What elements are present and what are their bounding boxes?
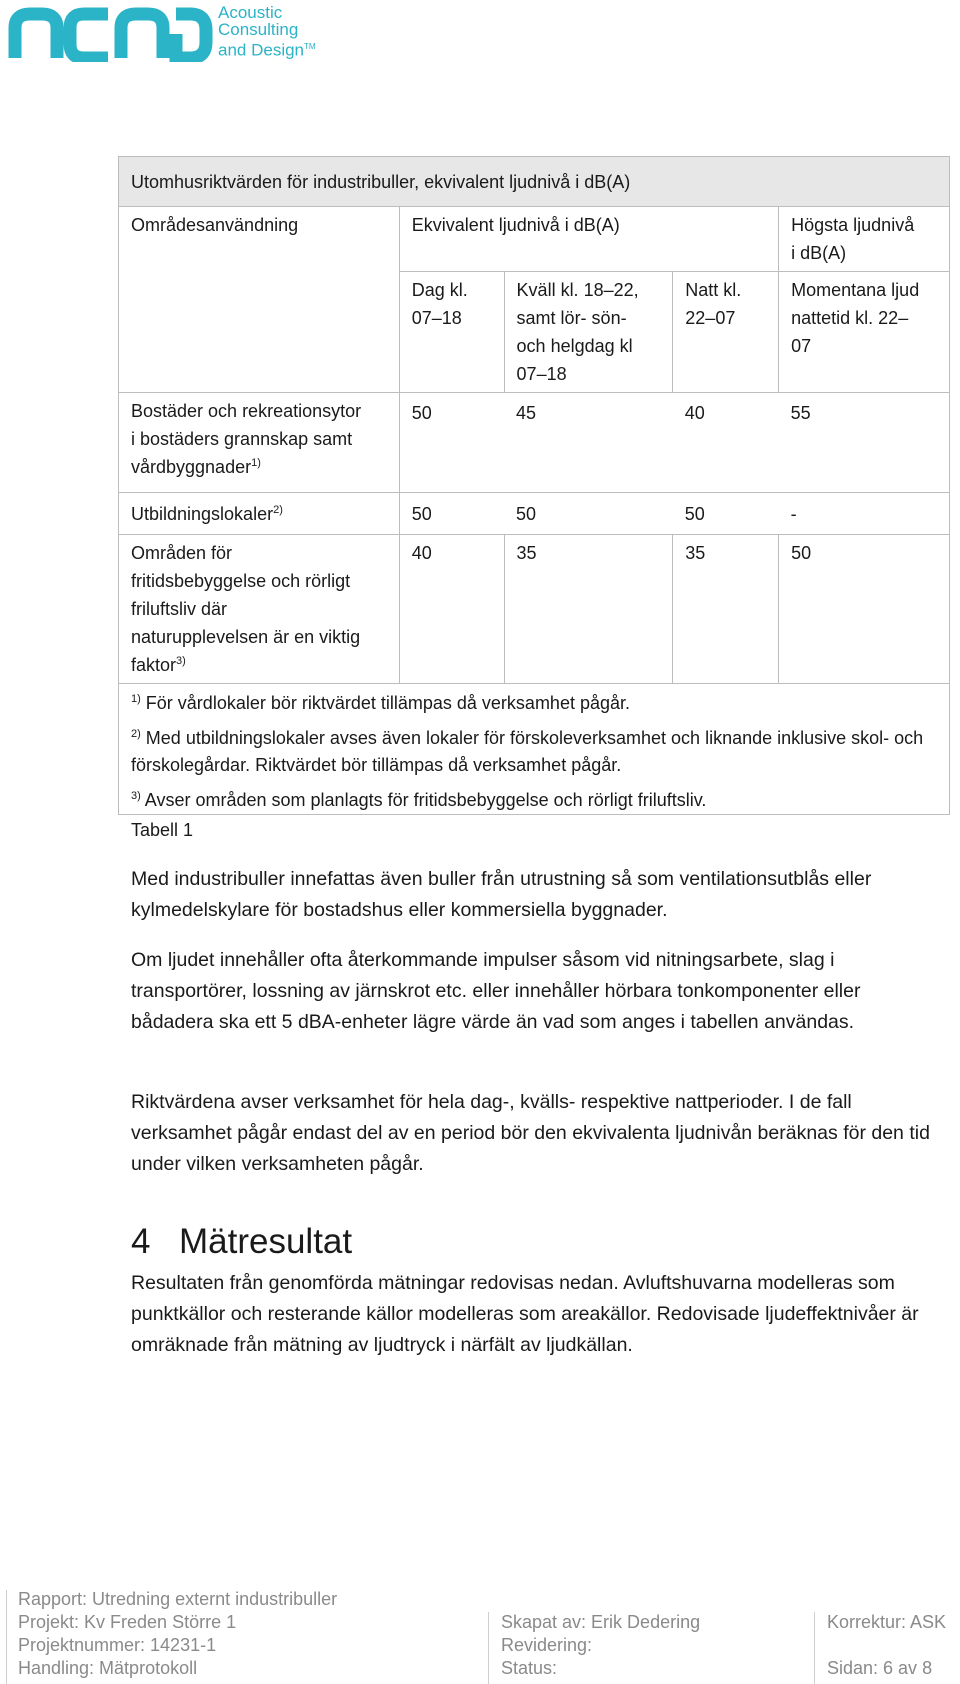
table-footnotes [119, 684, 950, 815]
table-subheader-row [119, 272, 950, 393]
footer-projekt: Projekt: Kv Freden Större 1 [18, 1612, 237, 1632]
logo-wordmark [218, 4, 316, 59]
section-heading [131, 1222, 352, 1262]
cell-max: - [779, 493, 950, 535]
footer-status: Status: [501, 1658, 558, 1678]
subheader-empty [119, 272, 400, 393]
table-caption-row [119, 157, 950, 207]
table-footnotes-row [119, 684, 950, 815]
footer-divider [488, 1612, 489, 1684]
company-logo [8, 4, 338, 64]
footer-korrektur: Korrektur: ASK [827, 1612, 947, 1632]
cell-dag: 50 [399, 493, 504, 535]
cell-kvall: 35 [504, 535, 673, 684]
table-row [119, 393, 950, 493]
cell-natt: 40 [673, 393, 779, 493]
footer-divider [6, 1590, 7, 1684]
row-label: Områden för fritidsbebyggelse och rörligt friluftsliv där naturupplevelsen är en viktig faktor$^{3)}$ [119, 535, 400, 684]
row-label: Utbildningslokaler$^{2)}$ [119, 493, 400, 535]
footer-left-column [18, 1588, 337, 1680]
header-hogsta: Högsta ljudnivå i dB(A) [779, 207, 950, 272]
logo-line-3: and Design™ [218, 40, 316, 60]
footer-handling: Handling: Mätprotokoll [18, 1658, 198, 1678]
table-caption: Utomhusriktvärden för industribuller, ekvivalent ljudnivå i dB(A) [119, 157, 950, 207]
row-label: Bostäder och rekreationsytor i bostäders grannskap samt vårdbyggnader$^{1)}$ [119, 393, 400, 493]
cell-max: 55 [779, 393, 950, 493]
trademark-symbol: TM [304, 42, 316, 51]
footer-projektnummer: Projektnummer: 14231-1 [18, 1635, 217, 1655]
cell-dag: 50 [399, 393, 504, 493]
cell-kvall: 50 [504, 493, 673, 535]
cell-kvall: 45 [504, 393, 673, 493]
section-body: Resultaten från genomförda mätningar redovisas nedan. Avluftshuvarna modelleras som punktkällor och resterande källor modelleras som areakällor. Redovisade ljudeffektnivåer är omräknade från mätning av ljudtryck i närfält av ljudkällan. [131, 1272, 919, 1356]
paragraph-1: Med industribuller innefattas även buller från utrustning så som ventilationsutblås eller kylmedelskylare för bostadshus eller kommersiella byggnader. [131, 868, 872, 921]
footer-revidering: Revidering: [501, 1635, 593, 1655]
header-ekvivalent: Ekvivalent ljudnivå i dB(A) [399, 207, 778, 272]
footer-right-column [827, 1611, 946, 1680]
footer-sidan: Sidan: 6 av 8 [827, 1658, 933, 1678]
section-number: 4 [131, 1222, 151, 1261]
subheader-kvall: Kväll kl. 18–22, samt lör- sön- och helgdag kl 07–18 [504, 272, 673, 393]
footer-skapat: Skapat av: Erik Dedering [501, 1612, 701, 1632]
footer-rapport: Rapport: Utredning externt industribuller [18, 1589, 338, 1609]
footnote-1: $^{1)}$ För vårdlokaler bör riktvärdet tillämpas då verksamhet pågår. [131, 693, 631, 713]
paragraph-3: Riktvärdena avser verksamhet för hela dag-, kvälls- respektive nattperioder. I de fall verksamhet pågår endast del av en period bör den ekvivalenta ljudnivån beräknas för den tid under vilken verksamheten pågår. [131, 1091, 930, 1175]
table-header-row [119, 207, 950, 272]
ncnd-logo-mark [8, 4, 213, 62]
logo-line-2: Consulting [218, 20, 299, 39]
table-row [119, 493, 950, 535]
page-footer [0, 1588, 960, 1684]
cell-dag: 40 [399, 535, 504, 684]
header-omradesanvandning: Områdesanvändning [119, 207, 400, 272]
table-label: Tabell 1 [131, 820, 194, 840]
table-row [119, 535, 950, 684]
cell-natt: 50 [673, 493, 779, 535]
paragraph-2: Om ljudet innehåller ofta återkommande impulser såsom vid nitningsarbete, slag i transportörer, lossning av järnskrot etc. eller innehåller hörbara tonkomponenter eller bådadera ska ett 5 dBA-enheter lägre värde än vad som anges i tabellen användas. [131, 949, 861, 1033]
section-title: Mätresultat [179, 1222, 353, 1261]
footnote-3: $^{3)}$ Avser områden som planlagts för fritidsbebyggelse och rörligt friluftsliv. [131, 790, 707, 810]
cell-natt: 35 [673, 535, 779, 684]
cell-max: 50 [779, 535, 950, 684]
noise-limits-table [118, 156, 950, 815]
subheader-dag: Dag kl. 07–18 [399, 272, 504, 393]
footnote-2: $^{2)}$ Med utbildningslokaler avses även lokaler för förskoleverksamhet och liknande inklusive skol- och förskolegårdar. Riktvärdet bör tillämpas då verksamhet pågår. [131, 728, 924, 775]
footer-middle-column [501, 1611, 700, 1680]
footer-divider [814, 1612, 815, 1684]
logo-line-1: Acoustic [218, 3, 283, 22]
subheader-natt: Natt kl. 22–07 [673, 272, 779, 393]
subheader-momentana: Momentana ljud nattetid kl. 22– 07 [779, 272, 950, 393]
